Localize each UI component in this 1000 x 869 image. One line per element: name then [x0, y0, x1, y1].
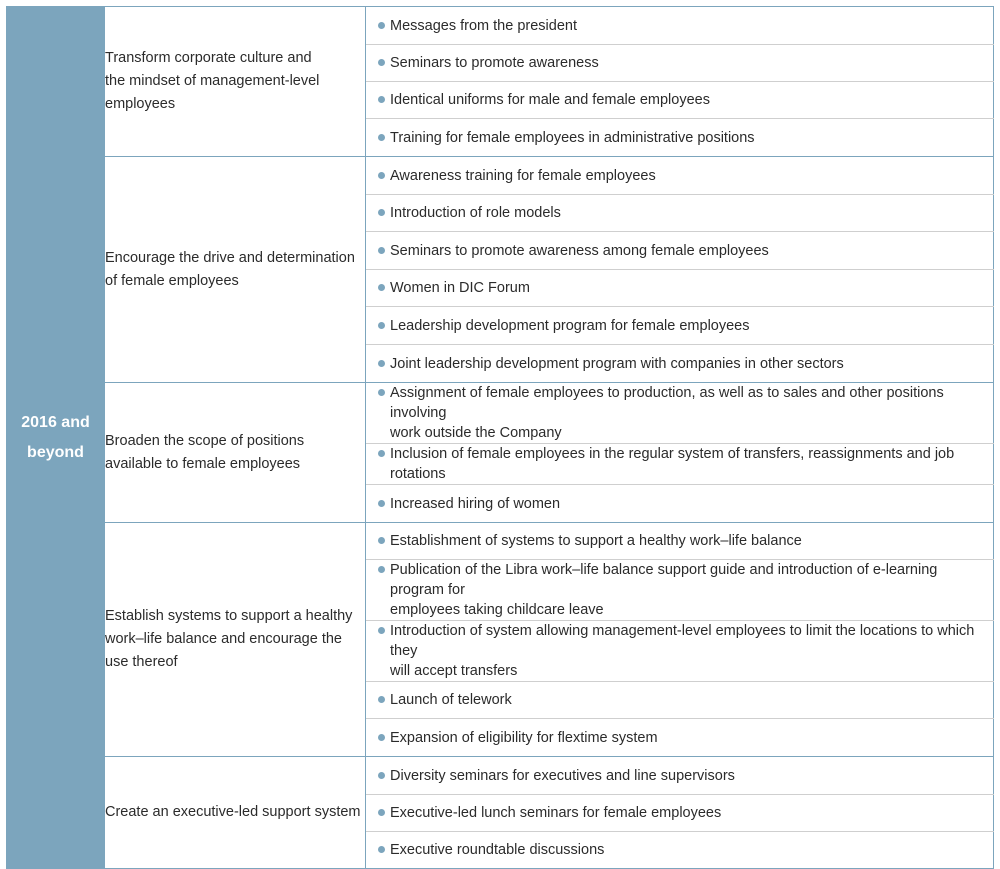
- measure-item-content: [366, 383, 993, 443]
- measure-line: Expansion of eligibility for flextime system: [390, 729, 658, 746]
- measure-line: Training for female employees in administrative positions: [390, 129, 755, 146]
- bullet-icon: [378, 22, 385, 29]
- measure-item: [366, 345, 994, 383]
- bullet-icon: [378, 772, 385, 779]
- bullet-icon: [378, 566, 385, 573]
- measure-item-content: [366, 840, 993, 860]
- measure-line: Executive-led lunch seminars for female employees: [390, 805, 722, 821]
- goal-line: Establish systems to support a healthy: [105, 608, 353, 624]
- measure-text: [390, 531, 981, 551]
- bullet-icon: [378, 846, 385, 853]
- measure-line: Awareness training for female employees: [390, 167, 656, 184]
- measure-item: [366, 383, 994, 444]
- measure-item-content: [366, 354, 993, 374]
- goal-cell: [105, 157, 366, 383]
- measure-item-content: [366, 494, 993, 514]
- measure-line: Launch of telework: [390, 692, 512, 708]
- measure-line: Identical uniforms for male and female employees: [390, 92, 710, 108]
- table-row: [7, 383, 994, 444]
- measure-line: Messages from the president: [390, 17, 577, 34]
- measure-item: [366, 682, 994, 719]
- bullet-icon: [378, 389, 385, 396]
- goal-line: the mindset of management-level: [105, 73, 320, 89]
- plan-table-container: [6, 6, 994, 861]
- bullet-icon: [378, 360, 385, 367]
- measure-line: Inclusion of female employees in the regular system of transfers, reassignments and job rotations: [390, 446, 955, 482]
- measure-text: [390, 728, 981, 748]
- goal-line: employees: [105, 96, 176, 112]
- measure-text: [390, 803, 981, 823]
- measure-text: [390, 621, 981, 681]
- measure-text: [390, 241, 981, 261]
- measure-item-content: [366, 166, 993, 186]
- measure-text: [390, 53, 981, 73]
- measure-item: [366, 307, 994, 345]
- bullet-icon: [378, 809, 385, 816]
- measure-item-content: [366, 241, 993, 261]
- measure-item-content: [366, 278, 993, 298]
- measure-item: [366, 270, 994, 307]
- measure-line: Seminars to promote awareness among female employees: [390, 242, 769, 259]
- bullet-icon: [378, 96, 385, 103]
- bullet-icon: [378, 696, 385, 703]
- measure-item-content: [366, 316, 993, 336]
- bullet-icon: [378, 322, 385, 329]
- measure-item: [366, 560, 994, 621]
- measure-line: Women in DIC Forum: [390, 280, 530, 296]
- measure-item: [366, 832, 994, 869]
- bullet-icon: [378, 284, 385, 291]
- goal-line: work–life balance and encourage the: [105, 631, 342, 647]
- period-label: [7, 7, 105, 869]
- measure-item-content: [366, 621, 993, 681]
- goal-line: of female employees: [105, 272, 239, 289]
- measure-line: Establishment of systems to support a healthy work–life balance: [390, 533, 802, 549]
- measure-item: [366, 444, 994, 485]
- measure-item: [366, 7, 994, 45]
- measure-text: [390, 16, 981, 36]
- bullet-icon: [378, 247, 385, 254]
- measure-line: Assignment of female employees to production, as well as to sales and other positions involving: [390, 385, 944, 421]
- measure-line: Introduction of system allowing management-level employees to limit the locations to which they: [390, 623, 975, 659]
- bullet-icon: [378, 172, 385, 179]
- goal-cell: [105, 7, 366, 157]
- measure-text: [390, 560, 981, 620]
- table-row: [7, 757, 994, 795]
- measure-text: [390, 766, 981, 786]
- initiatives-table-body: [7, 7, 994, 869]
- goal-line: Broaden the scope of positions: [105, 432, 305, 449]
- bullet-icon: [378, 450, 385, 457]
- measure-line: will accept transfers: [390, 663, 518, 679]
- measure-text: [390, 690, 981, 710]
- measure-text: [390, 444, 981, 484]
- goal-cell: [105, 383, 366, 523]
- measure-text: [390, 494, 981, 514]
- measure-text: [390, 203, 981, 223]
- measure-item: [366, 523, 994, 560]
- measure-line: Leadership development program for female employees: [390, 317, 750, 334]
- goal-line: Encourage the drive and determination: [105, 249, 355, 266]
- measure-text: [390, 90, 981, 110]
- measure-line: Seminars to promote awareness: [390, 55, 599, 71]
- period-line: beyond: [27, 443, 84, 461]
- measure-item: [366, 195, 994, 232]
- measure-item-content: [366, 803, 993, 823]
- measure-item: [366, 82, 994, 119]
- measure-line: Publication of the Libra work–life balance support guide and introduction of e-learning program for: [390, 562, 938, 598]
- measure-text: [390, 128, 981, 148]
- measure-item: [366, 45, 994, 82]
- measure-item: [366, 232, 994, 270]
- measure-item-content: [366, 53, 993, 73]
- measure-item-content: [366, 128, 993, 148]
- goal-cell: [105, 523, 366, 757]
- measure-line: Executive roundtable discussions: [390, 842, 605, 858]
- measure-item-content: [366, 560, 993, 620]
- measure-item-content: [366, 444, 993, 484]
- measure-item: [366, 795, 994, 832]
- measure-line: work outside the Company: [390, 425, 562, 441]
- goal-line: Transform corporate culture and: [105, 50, 312, 66]
- period-line: 2016 and: [21, 413, 90, 431]
- measure-item-content: [366, 90, 993, 110]
- table-row: [7, 523, 994, 560]
- measure-item: [366, 485, 994, 523]
- measure-item-content: [366, 766, 993, 786]
- measure-text: [390, 383, 981, 443]
- measure-item: [366, 621, 994, 682]
- measure-text: [390, 166, 981, 186]
- measure-item: [366, 157, 994, 195]
- bullet-icon: [378, 734, 385, 741]
- measure-item-content: [366, 203, 993, 223]
- goal-line: Create an executive-led support system: [105, 804, 361, 820]
- measure-line: Increased hiring of women: [390, 495, 561, 512]
- measure-item: [366, 757, 994, 795]
- measure-text: [390, 278, 981, 298]
- measure-item-content: [366, 531, 993, 551]
- initiatives-table: [6, 6, 994, 869]
- bullet-icon: [378, 500, 385, 507]
- table-row: [7, 157, 994, 195]
- measure-item-content: [366, 728, 993, 748]
- measure-item-content: [366, 690, 993, 710]
- measure-line: employees taking childcare leave: [390, 602, 604, 618]
- measure-text: [390, 354, 981, 374]
- bullet-icon: [378, 59, 385, 66]
- goal-line: use thereof: [105, 654, 178, 670]
- bullet-icon: [378, 134, 385, 141]
- bullet-icon: [378, 209, 385, 216]
- measure-item: [366, 119, 994, 157]
- measure-text: [390, 316, 981, 336]
- table-row: [7, 7, 994, 45]
- measure-line: Diversity seminars for executives and line supervisors: [390, 767, 735, 784]
- goal-line: available to female employees: [105, 455, 301, 472]
- measure-item-content: [366, 16, 993, 36]
- measure-text: [390, 840, 981, 860]
- measure-line: Introduction of role models: [390, 205, 561, 221]
- bullet-icon: [378, 537, 385, 544]
- measure-line: Joint leadership development program with companies in other sectors: [390, 355, 844, 372]
- goal-cell: [105, 757, 366, 869]
- measure-item: [366, 719, 994, 757]
- bullet-icon: [378, 627, 385, 634]
